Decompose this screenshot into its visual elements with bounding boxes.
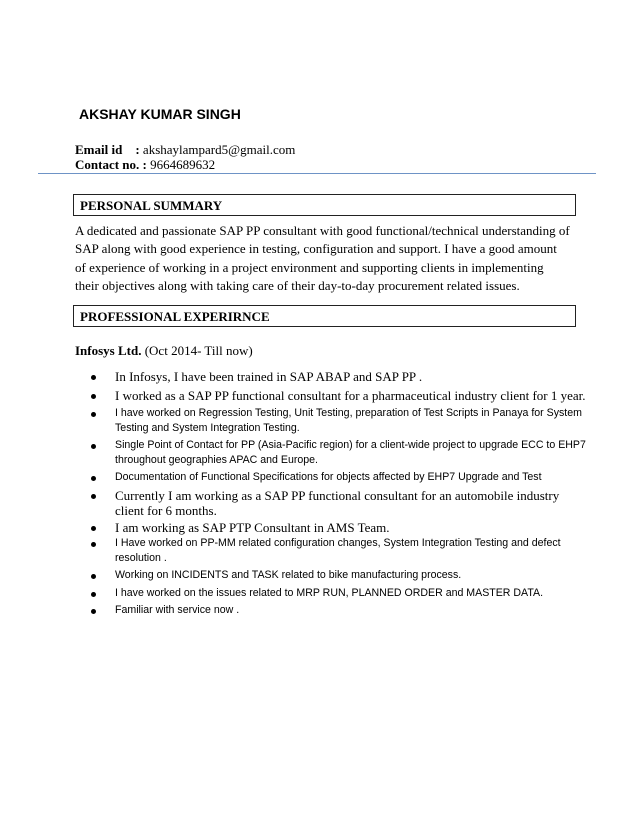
bullet-text: In Infosys, I have been trained in SAP ABAP and SAP PP . [115, 369, 423, 384]
candidate-name: AKSHAY KUMAR SINGH [79, 106, 241, 122]
experience-bullet-list [88, 369, 588, 618]
list-item [88, 536, 588, 565]
list-item [88, 406, 588, 435]
section-title-experience: PROFESSIONAL EXPERIRNCE [80, 309, 270, 324]
bullet-icon [91, 574, 96, 579]
bullet-text: I worked as a SAP PP functional consultant for a pharmaceutical industry client for 1 year. [115, 387, 586, 403]
bullet-text: Working on INCIDENTS and TASK related to bike manufacturing process. [115, 569, 462, 581]
bullet-icon [91, 542, 96, 547]
employment-period: (Oct 2014- Till now) [144, 343, 253, 358]
bullet-text: I have worked on Regression Testing, Unit Testing, preparation of Test Scripts in Panaya for System Testing and System Integration Testing. [115, 407, 582, 434]
email-value[interactable]: akshaylampard5@gmail.com [142, 142, 296, 157]
header-divider [38, 173, 596, 174]
list-item [88, 438, 588, 467]
bullet-icon [91, 494, 96, 499]
section-header-experience [73, 305, 576, 327]
bullet-icon [91, 592, 96, 597]
bullet-text: Single Point of Contact for PP (Asia-Pacific region) for a client-wide project to upgrade ECC to EHP7 throughout geographies APAC and Europe. [115, 439, 586, 466]
list-item [88, 520, 588, 536]
list-item [88, 369, 588, 385]
list-item [88, 568, 588, 583]
bullet-icon [91, 526, 96, 531]
bullet-icon [91, 609, 96, 614]
bullet-text: I am working as SAP PTP Consultant in AMS Team. [115, 519, 390, 535]
bullet-icon [91, 444, 96, 449]
section-header-summary [73, 194, 576, 216]
email-separator: : [135, 142, 140, 157]
bullet-text: Currently I am working as a SAP PP functional consultant for an automobile industry client for 6 months. [115, 487, 560, 518]
bullet-icon [91, 412, 96, 417]
company-row [75, 343, 253, 359]
bullet-text: I have worked on the issues related to MRP RUN, PLANNED ORDER and MASTER DATA. [115, 586, 544, 599]
list-item [88, 488, 588, 519]
bullet-icon [91, 476, 96, 481]
list-item [88, 470, 588, 485]
list-item [88, 388, 588, 404]
company-name: Infosys Ltd. [75, 343, 142, 358]
phone-value: 9664689632 [150, 157, 216, 172]
section-title-summary: PERSONAL SUMMARY [80, 198, 223, 213]
email-label: Email id [75, 142, 123, 157]
phone-label: Contact no. : [75, 157, 147, 172]
list-item [88, 586, 588, 601]
email-row [75, 142, 295, 158]
phone-row [75, 157, 215, 173]
bullet-text: Documentation of Functional Specifications for objects affected by EHP7 Upgrade and Test [115, 471, 542, 483]
list-item [88, 603, 588, 618]
bullet-icon [91, 394, 96, 399]
bullet-icon [91, 375, 96, 380]
bullet-text: I Have worked on PP-MM related configuration changes, System Integration Testing and defect resolution . [115, 537, 561, 564]
summary-paragraph: A dedicated and passionate SAP PP consultant with good functional/technical understanding of SAP along with good experience in testing, configuration and support. I have a good amount of experience of working in a project environment and supporting clients in implementing their objectives along with taking care of their day-to-day procurement related issues. [75, 223, 570, 293]
bullet-text: Familiar with service now . [115, 604, 240, 616]
